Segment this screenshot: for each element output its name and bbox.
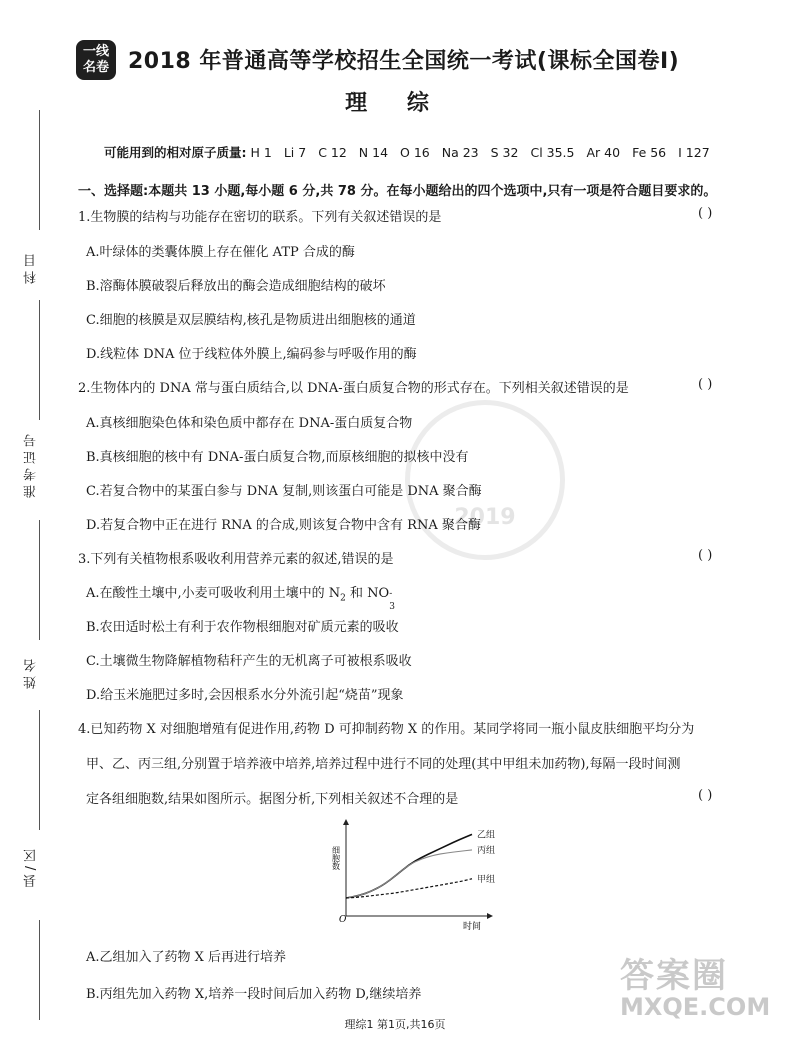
y-axis-label: 细胞数: [331, 846, 341, 870]
badge-line-2: 名卷: [82, 60, 109, 75]
series-label-2: 丙组: [477, 845, 496, 856]
atomic-mass-item: Na 23: [441, 145, 479, 160]
page-footer: 理综1 第1页,共16页: [344, 1018, 446, 1031]
atomic-mass-item: I 127: [678, 145, 710, 160]
atomic-masses-list: [250, 145, 721, 160]
atomic-mass-item: Cl 35.5: [530, 145, 575, 160]
question-4-stem-line-3: 定各组细胞数,结果如图所示。据图分析,下列相关叙述不合理的是: [86, 792, 459, 807]
stamp-text: 答案圈: [620, 956, 728, 996]
question-2-option-d: D.若复合物中正在进行 RNA 的合成,则该复合物中含有 RNA 聚合酶: [86, 518, 481, 533]
side-label-subject: 科目: [24, 250, 39, 284]
atomic-mass-item: S 32: [490, 145, 519, 160]
question-1-stem: 1.生物膜的结构与功能存在密切的联系。下列有关叙述错误的是: [78, 210, 442, 225]
subject-title: 理 综: [345, 91, 445, 116]
atomic-mass-item: Fe 56: [632, 145, 667, 160]
question-1-option-c: C.细胞的核膜是双层膜结构,核孔是物质进出细胞核的通道: [86, 313, 416, 328]
binding-line: [39, 520, 40, 640]
series-label-1: 乙组: [477, 830, 496, 841]
origin-label: O: [339, 915, 347, 925]
question-3-option-b: B.农田适时松土有利于农作物根细胞对矿质元素的吸收: [86, 620, 399, 635]
cell-count-chart: [320, 812, 520, 934]
atomic-masses: [104, 143, 722, 161]
series-line-3: [346, 879, 472, 898]
question-1-option-a: A.叶绿体的类囊体膜上存在催化 ATP 合成的酶: [86, 245, 355, 260]
side-label-exam-number: 准考证号: [24, 430, 39, 498]
question-4-stem-line-2: 甲、乙、丙三组,分别置于培养液中培养,培养过程中进行不同的处理(其中甲组未加药物),每隔一段时间测: [86, 757, 681, 772]
question-4-option-b: B.丙组先加入药物 X,培养一段时间后加入药物 D,继续培养: [86, 987, 422, 1002]
x-axis-label: 时间: [463, 922, 482, 932]
question-1-option-d: D.线粒体 DNA 位于线粒体外膜上,编码参与呼吸作用的酶: [86, 347, 417, 362]
atomic-mass-item: C 12: [318, 145, 347, 160]
site-stamp-logo: [620, 948, 770, 1021]
question-2-option-c: C.若复合物中的某蛋白参与 DNA 复制,则该蛋白可能是 DNA 聚合酶: [86, 484, 482, 499]
superscript: -: [389, 589, 393, 599]
answer-blank-3[interactable]: ( ): [698, 548, 713, 563]
question-3-option-d: D.给玉米施肥过多时,会因根系水分外流引起“烧苗”现象: [86, 688, 404, 703]
question-3-option-a: [86, 582, 397, 612]
answer-blank-4[interactable]: ( ): [698, 788, 713, 803]
question-4-stem-line-1: 4.已知药物 X 对细胞增殖有促进作用,药物 D 可抑制药物 X 的作用。某同学将同一瓶小鼠皮肤细胞平均分为: [78, 722, 695, 737]
exam-title: 2018 年普通高等学校招生全国统一考试(课标全国卷Ⅰ): [128, 49, 680, 74]
binding-line: [39, 710, 40, 830]
atomic-mass-item: O 16: [400, 145, 430, 160]
answer-blank-1[interactable]: ( ): [698, 206, 713, 221]
series-line-1: [346, 834, 472, 898]
atomic-mass-item: Li 7: [283, 145, 307, 160]
answer-blank-2[interactable]: ( ): [698, 377, 713, 392]
side-label-county: 县/区: [24, 845, 39, 888]
series-badge: [76, 40, 116, 80]
option-a-text: A.在酸性土壤中,小麦可吸收利用土壤中的 N: [86, 586, 341, 601]
question-2-stem: 2.生物体内的 DNA 常与蛋白质结合,以 DNA-蛋白质复合物的形式存在。下列相关叙述错误的是: [78, 381, 629, 396]
section-heading: 一、选择题:本题共 13 小题,每小题 6 分,共 78 分。在每小题给出的四个选项中,只有一项是符合题目要求的。: [78, 184, 717, 199]
question-3-stem: 3.下列有关植物根系吸收利用营养元素的叙述,错误的是: [78, 552, 394, 567]
binding-line: [39, 920, 40, 1020]
binding-line: [39, 110, 40, 230]
atomic-mass-item: N 14: [358, 145, 389, 160]
badge-line-1: 一线: [82, 44, 109, 59]
subscript: 2: [340, 593, 346, 604]
binding-line: [39, 300, 40, 420]
side-label-name: 姓名: [24, 655, 39, 689]
stamp-site: MXQE.COM: [620, 993, 771, 1021]
watermark-text: 2019: [454, 505, 516, 530]
question-1-option-b: B.溶酶体膜破裂后释放出的酶会造成细胞结构的破坏: [86, 279, 386, 294]
series-label-3: 甲组: [477, 874, 496, 885]
subscript: 3: [389, 602, 395, 612]
series-line-2: [346, 850, 472, 898]
option-a-text: 和 NO: [345, 586, 390, 601]
question-3-option-c: C.土壤微生物降解植物秸秆产生的无机离子可被根系吸收: [86, 654, 412, 669]
atomic-mass-item: H 1: [250, 145, 272, 160]
question-2-option-b: B.真核细胞的核中有 DNA-蛋白质复合物,而原核细胞的拟核中没有: [86, 450, 469, 465]
question-4-option-a: A.乙组加入了药物 X 后再进行培养: [86, 950, 287, 965]
question-2-option-a: A.真核细胞染色体和染色质中都存在 DNA-蛋白质复合物: [86, 416, 413, 431]
atomic-masses-label: 可能用到的相对原子质量:: [104, 145, 247, 160]
atomic-mass-item: Ar 40: [586, 145, 621, 160]
